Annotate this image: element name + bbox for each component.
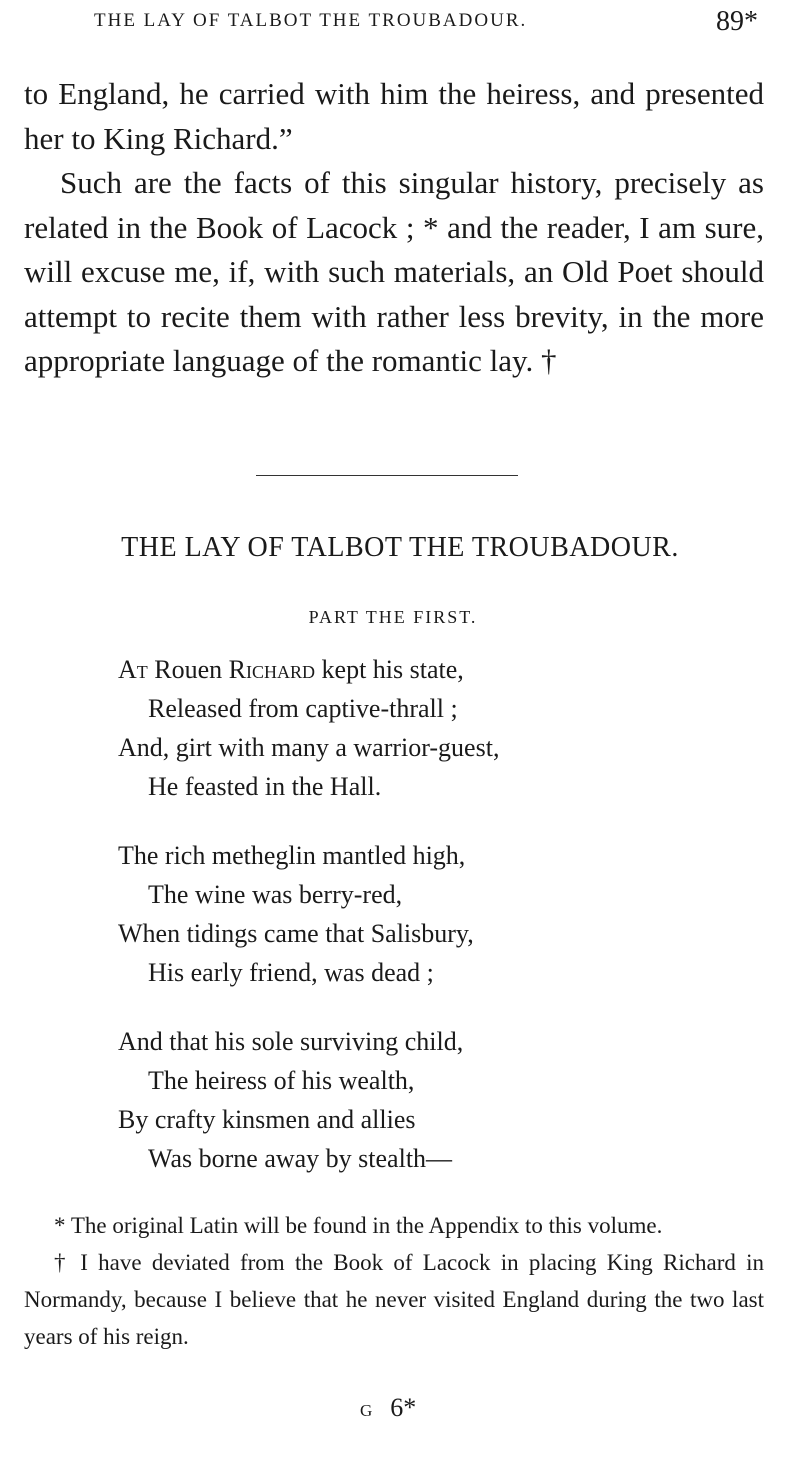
prose-paragraph: Such are the facts of this singular history, precisely as related in the Book of Lacock ; * and the reader, I am sure, will excuse me, if, with such materials, an Old Poet should attempt to recite them with rather less brevity, in the more appropriate language of the romantic lay. †	[24, 165, 764, 378]
signature-number: 6*	[390, 1393, 417, 1422]
running-title: THE LAY OF TALBOT THE TROUBADOUR.	[94, 10, 528, 31]
prose-paragraph-continued: to England, he carried with him the heiress, and presented her to King Richard.”	[24, 76, 764, 156]
first-word: At	[118, 655, 148, 684]
poem-line: The rich metheglin mantled high,	[118, 841, 466, 870]
poem-line: His early friend, was dead ;	[148, 958, 434, 987]
stanza-2	[118, 836, 718, 992]
poem-line: Released from captive-thrall ;	[148, 694, 458, 723]
signature-letter: G	[360, 1401, 373, 1420]
poem-line: When tidings came that Salisbury,	[118, 919, 474, 948]
stanza-1	[118, 650, 718, 806]
poem-line: And, girt with many a warrior-guest,	[118, 733, 500, 762]
line-text: Rouen	[147, 655, 229, 684]
poem-line: He feasted in the Hall.	[148, 772, 382, 801]
poem-line: The heiress of his wealth,	[148, 1066, 415, 1095]
page-number: 89*	[716, 6, 758, 37]
prose-block	[24, 72, 764, 384]
poem-line	[118, 650, 718, 689]
poem-line: By crafty kinsmen and allies	[118, 1105, 416, 1134]
poem-title: THE LAY OF TALBOT THE TROUBADOUR.	[121, 532, 679, 563]
running-head	[0, 6, 800, 40]
footnotes	[24, 1207, 764, 1355]
name-richard: Richard	[228, 655, 316, 684]
footnote-dagger: † I have deviated from the Book of Lacock in placing King Richard in Normandy, because I believe that he never visited England during the two last years of his reign.	[24, 1250, 764, 1349]
poem-line: And that his sole surviving child,	[118, 1027, 464, 1056]
poem-line: Was borne away by stealth—	[148, 1144, 453, 1173]
signature-mark	[360, 1393, 416, 1423]
stanza-3	[118, 1022, 718, 1178]
section-divider	[256, 475, 518, 476]
poem-line: The wine was berry-red,	[148, 880, 403, 909]
line-text: kept his state,	[315, 655, 464, 684]
footnote-asterisk: * The original Latin will be found in the Appendix to this volume.	[54, 1213, 663, 1238]
part-heading: PART THE FIRST.	[308, 607, 478, 627]
